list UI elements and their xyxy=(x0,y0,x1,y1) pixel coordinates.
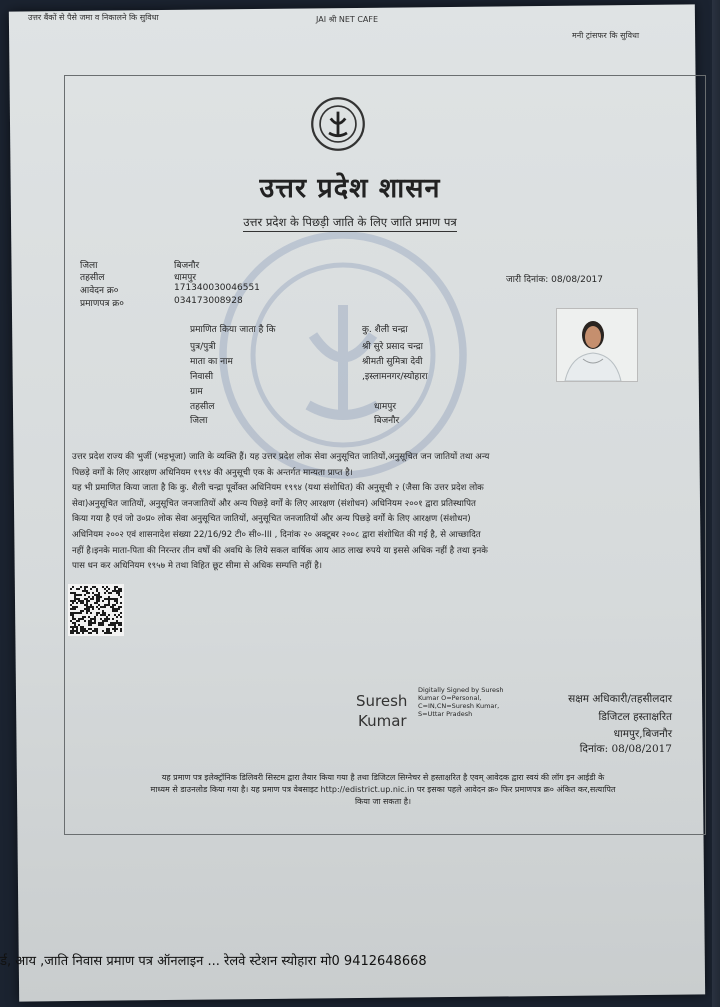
application-number-label: आवेदन क्र० xyxy=(80,286,119,296)
up-government-emblem xyxy=(310,96,366,152)
certificate-number-value: 034173008928 xyxy=(174,296,243,306)
district-label: जिला xyxy=(80,261,98,271)
digital-signature-details: Digitally Signed by Suresh Kumar O=Personal, C=IN,CN=Suresh Kumar, S=Uttar Pradesh xyxy=(418,686,504,718)
folder-edge xyxy=(712,0,720,1007)
qr-code xyxy=(68,584,124,636)
top-center-header: JAI श्री NET CAFE xyxy=(316,15,379,24)
footer-note: यह प्रमाण पत्र इलेक्ट्रॉनिक डिलिवरी सिस्टम द्वारा तैयार किया गया है तथा डिजिटल सिग्नेचर से हस्ताक्षरित है एवम् आवेदक द्वारा स्वयं की लॉग इन आईडी के माध्यम से डाउनलोड किया गया है। यह प्रमाण पत्र वेबसाइट http://edistrict.up.nic.in पर इसका पहले आवेदन क्र० फिर प्रमाणपत्र क्र० अंकित कर,सत्यापित किया जा सकता है। xyxy=(150,773,616,806)
top-right-header: मनी ट्रांसफर कि सुविधा xyxy=(572,31,640,40)
mother-name-label: माता का नाम xyxy=(190,357,233,367)
signature-last-name: Kumar xyxy=(358,712,407,730)
resident-value: ,इस्लामनगर/स्योहारा xyxy=(362,372,428,382)
resident-label: निवासी xyxy=(190,372,214,382)
body-line-2: पिछड़े वर्गों के लिए आरक्षण अधिनियम १९९४ की अनुसूची एक के अन्तर्गत मान्यता प्राप्त है। xyxy=(72,467,353,478)
body-line-4: सेवा)अनुसूचित जातियों, अनुसूचित जनजातियों और अन्य पिछड़े वर्गों के लिए आरक्षण (संशोधन) अधिनियम २००१ द्वारा प्रतिस्थापित xyxy=(72,498,476,509)
authority-place: धामपुर,बिजनौर xyxy=(613,728,672,740)
body-line-8: पास धन कर अधिनियम १९५७ मे तथा विहित छूट सीमा से अधिक सम्पत्ति नहीं है। xyxy=(72,561,323,572)
body-line-7: नहीं है।इनके माता-पिता की निरन्तर तीन वर्षों की अवधि के लिये सकल वार्षिक आय आठ लाख रुपये या इससे अधिक नहीं है तथा इनके xyxy=(72,545,488,556)
relation-label: पुत्र/पुत्री xyxy=(190,342,216,352)
tehsil-value: धामपुर xyxy=(174,273,197,283)
body-line-1: उत्तर प्रदेश राज्य की भुर्जी (भड़भूजा) जाति के व्यक्ति हैं। यह उत्तर प्रदेश लोक सेवा अनुसूचित जातियों,अनुसूचित जन जातियों तथा अन्य xyxy=(72,452,490,462)
district2-label: जिला xyxy=(190,416,208,426)
mother-name-value: श्रीमती सुमित्रा देवी xyxy=(362,357,423,367)
applicant-photo xyxy=(556,308,638,382)
emblem-watermark xyxy=(218,230,468,480)
signature-first-name: Suresh xyxy=(356,692,408,710)
relation-value: श्री सुरे प्रसाद चन्द्रा xyxy=(362,342,423,352)
authority-designation: सक्षम अधिकारी/तहसीलदार xyxy=(568,693,672,705)
certificate-number-label: प्रमाणपत्र क्र० xyxy=(80,299,124,309)
top-left-header: उत्तर बैंकों से पैसे जमा व निकालने कि सुविधा xyxy=(28,13,159,22)
body-line-3: यह भी प्रमाणित किया जाता है कि कु. शैली चन्द्रा पूर्वोक्त अधिनियम १९९४ (यथा संशोधित) की अनुसूची २ (जैसा कि उत्तर प्रदेश लोक xyxy=(72,483,484,494)
village-label: ग्राम xyxy=(190,387,203,397)
issuing-authority-title: उत्तर प्रदेश शासन xyxy=(259,173,441,204)
district2-value: बिजनौर xyxy=(374,416,400,426)
tehsil2-value: धामपुर xyxy=(374,402,397,412)
shop-stamp: र्ड, आय ,जाति निवास प्रमाण पत्र ऑनलाइन ... रेलवे स्टेशन स्योहारा मो0 9412648668 xyxy=(0,954,427,969)
district-value: बिजनौर xyxy=(174,261,200,271)
issue-date: जारी दिनांक: 08/08/2017 xyxy=(506,275,603,285)
body-line-6: अधिनियम २००२ एवं शासनादेश संख्या 22/16/92 टी० सी०-III , दिनांक २० अक्टूबर २००८ द्वारा संशोधित की गई है, से आच्छादित xyxy=(72,529,481,540)
certificate-body xyxy=(72,450,692,575)
tehsil-label: तहसील xyxy=(80,273,105,283)
application-number-value: 171340030046551 xyxy=(174,283,260,293)
body-line-5: किया गया है एवं जो उ०प्र० लोक सेवा अनुसूचित जातियों, अनुसूचित जनजातियों और अन्य पिछड़े वर्गों के लिए आरक्षण (संशोधन) xyxy=(72,514,471,525)
certify-value: कु. शैली चन्द्रा xyxy=(362,325,408,335)
certificate-subtitle: उत्तर प्रदेश के पिछड़ी जाति के लिए जाति प्रमाण पत्र xyxy=(0,215,700,230)
authority-digital-sign: डिजिटल हस्ताक्षरित xyxy=(598,711,672,723)
authority-date: दिनांक: 08/08/2017 xyxy=(579,743,672,755)
tehsil2-label: तहसील xyxy=(190,402,215,412)
certify-label: प्रमाणित किया जाता है कि xyxy=(190,325,276,335)
